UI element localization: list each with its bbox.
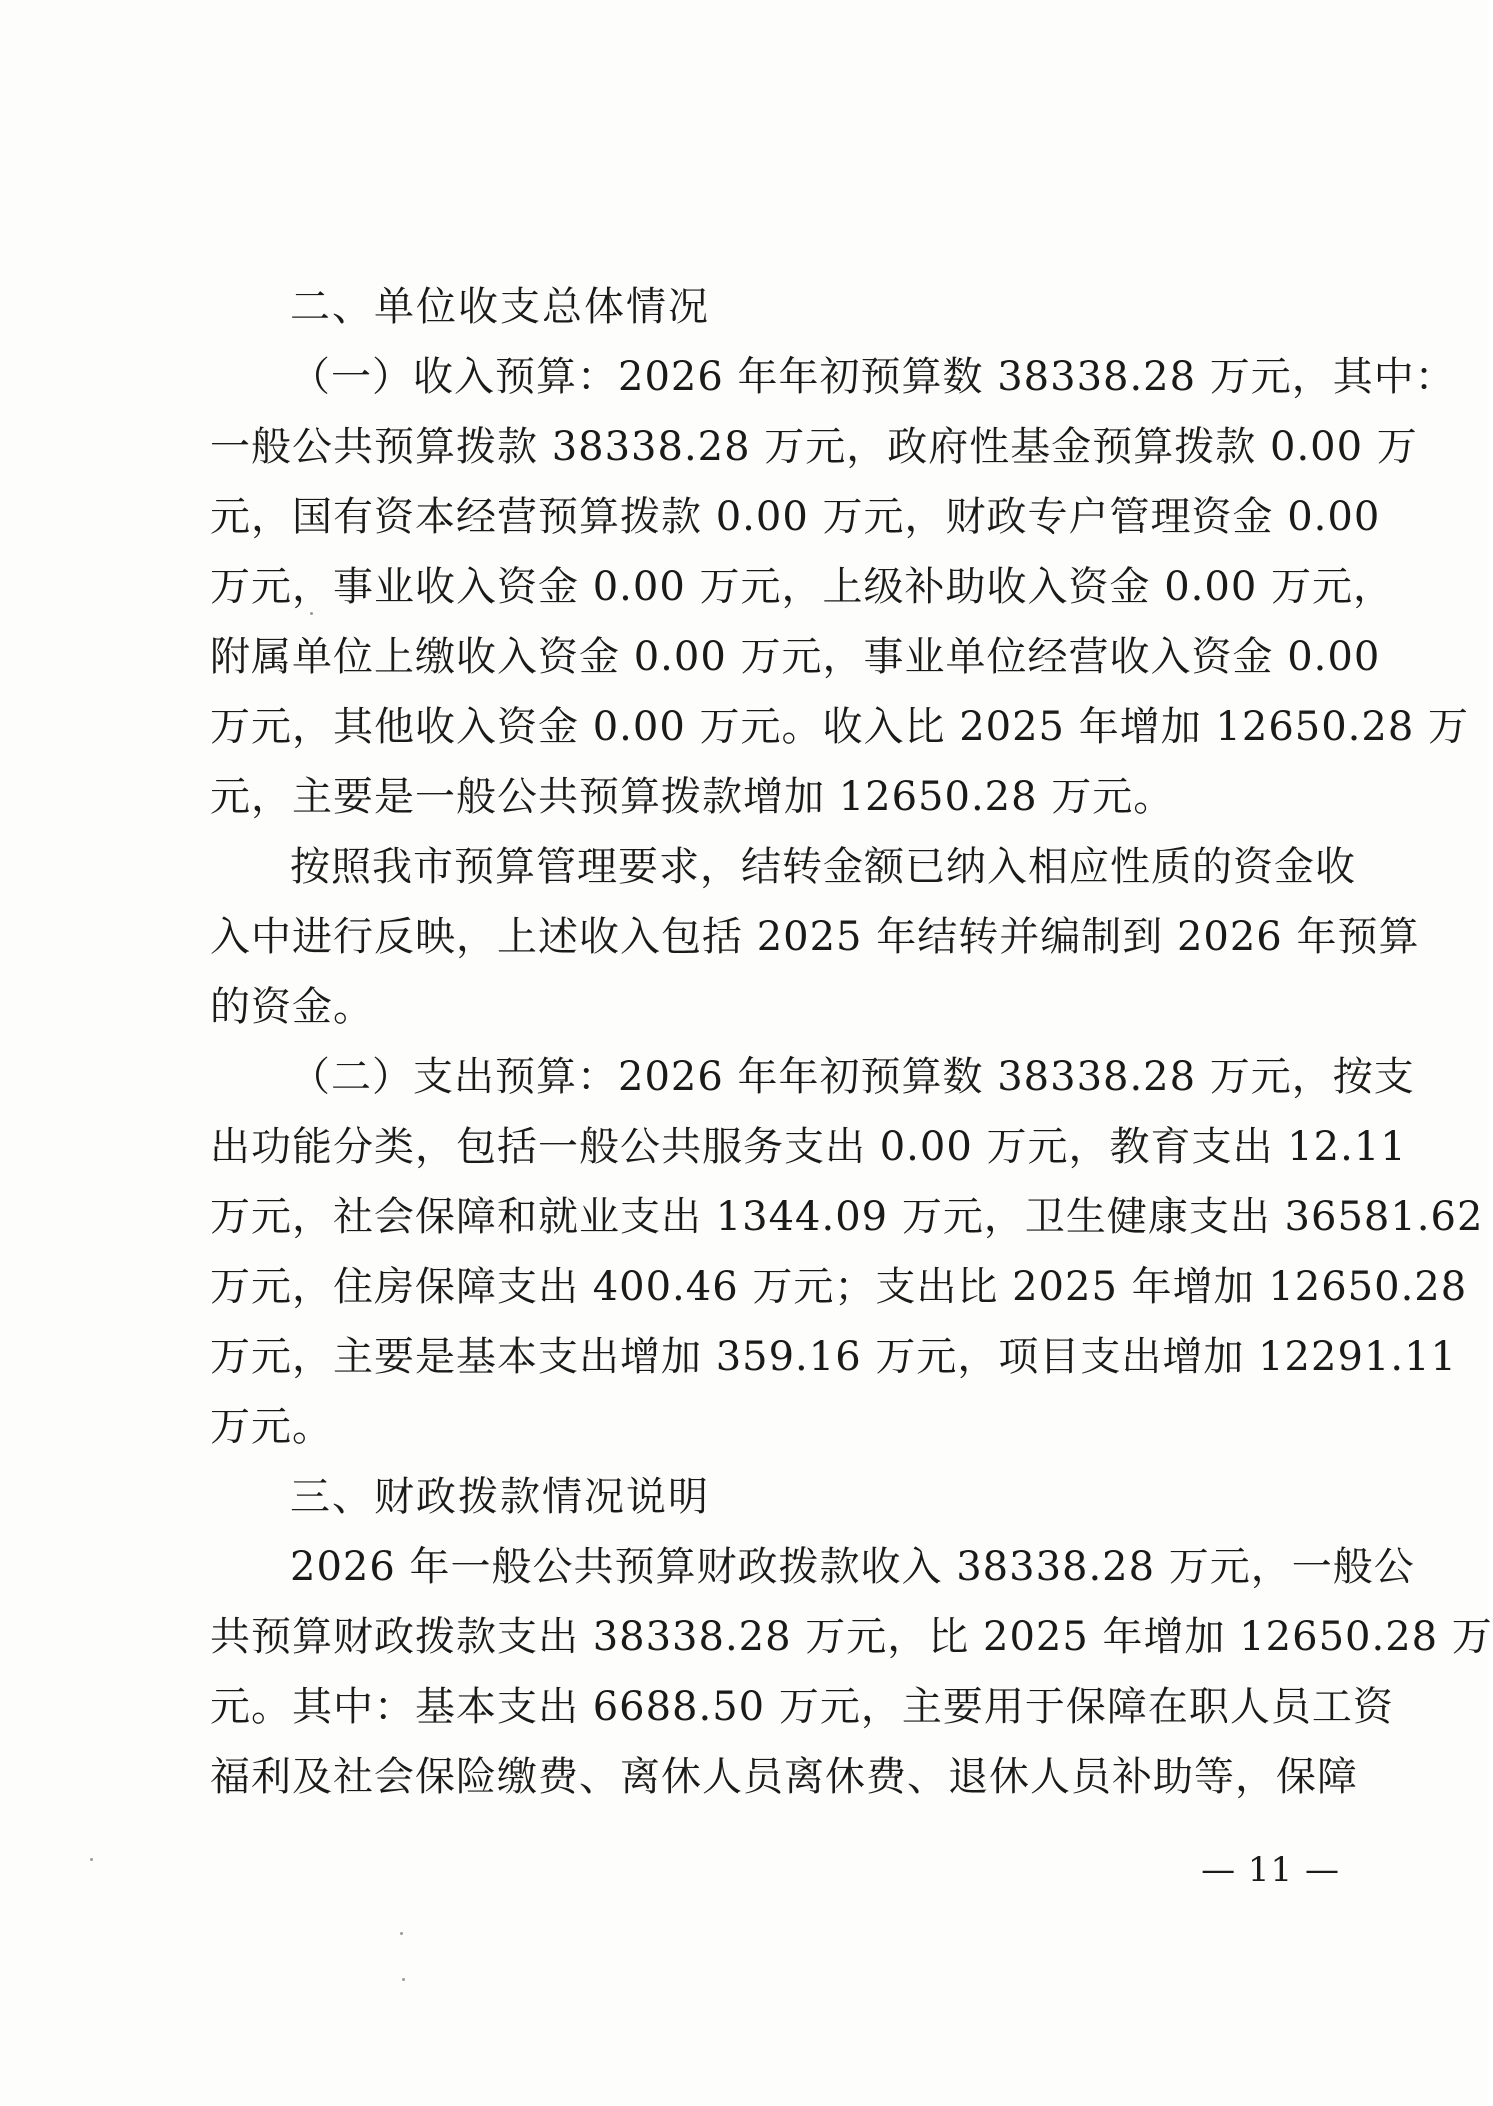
paragraph-line: 按照我市预算管理要求，结转金额已纳入相应性质的资金收: [290, 844, 1356, 890]
paragraph-line: 万元。: [210, 1404, 333, 1450]
paragraph-line: 福利及社会保险缴费、离休人员离休费、退休人员补助等，保障: [210, 1754, 1358, 1800]
scan-speck: [402, 1978, 405, 1981]
paragraph-line: 万元，住房保障支出 400.46 万元；支出比 2025 年增加 12650.28: [210, 1264, 1468, 1310]
paragraph-line: 附属单位上缴收入资金 0.00 万元，事业单位经营收入资金 0.00: [210, 634, 1381, 680]
paragraph-line: 万元，其他收入资金 0.00 万元。收入比 2025 年增加 12650.28 万: [210, 704, 1470, 750]
paragraph-line: 出功能分类，包括一般公共服务支出 0.00 万元，教育支出 12.11: [210, 1124, 1407, 1170]
paragraph-line: 2026 年一般公共预算财政拨款收入 38338.28 万元，一般公: [290, 1544, 1415, 1590]
section-heading-3: 三、财政拨款情况说明: [290, 1474, 710, 1520]
section-heading-2: 二、单位收支总体情况: [290, 284, 710, 330]
paragraph-line: （二）支出预算：2026 年年初预算数 38338.28 万元，按支: [290, 1054, 1415, 1100]
paragraph-line: 的资金。: [210, 984, 374, 1030]
paragraph-line: 一般公共预算拨款 38338.28 万元，政府性基金预算拨款 0.00 万: [210, 424, 1418, 470]
paragraph-line: 元。其中：基本支出 6688.50 万元，主要用于保障在职人员工资: [210, 1684, 1394, 1730]
page-number: — 11 —: [1201, 1850, 1340, 1890]
scan-speck: [400, 1932, 403, 1935]
scan-speck: [310, 612, 313, 615]
paragraph-line: （一）收入预算：2026 年年初预算数 38338.28 万元，其中：: [290, 354, 1456, 400]
paragraph-line: 万元，社会保障和就业支出 1344.09 万元，卫生健康支出 36581.62: [210, 1194, 1484, 1240]
paragraph-line: 元，国有资本经营预算拨款 0.00 万元，财政专户管理资金 0.00: [210, 494, 1381, 540]
paragraph-line: 元，主要是一般公共预算拨款增加 12650.28 万元。: [210, 774, 1175, 820]
paragraph-line: 共预算财政拨款支出 38338.28 万元，比 2025 年增加 12650.28 万: [210, 1614, 1493, 1660]
scan-speck: [90, 1858, 93, 1861]
paragraph-line: 万元，主要是基本支出增加 359.16 万元，项目支出增加 12291.11: [210, 1334, 1457, 1380]
paragraph-line: 入中进行反映，上述收入包括 2025 年结转并编制到 2026 年预算: [210, 914, 1420, 960]
paragraph-line: 万元，事业收入资金 0.00 万元，上级补助收入资金 0.00 万元，: [210, 564, 1394, 610]
